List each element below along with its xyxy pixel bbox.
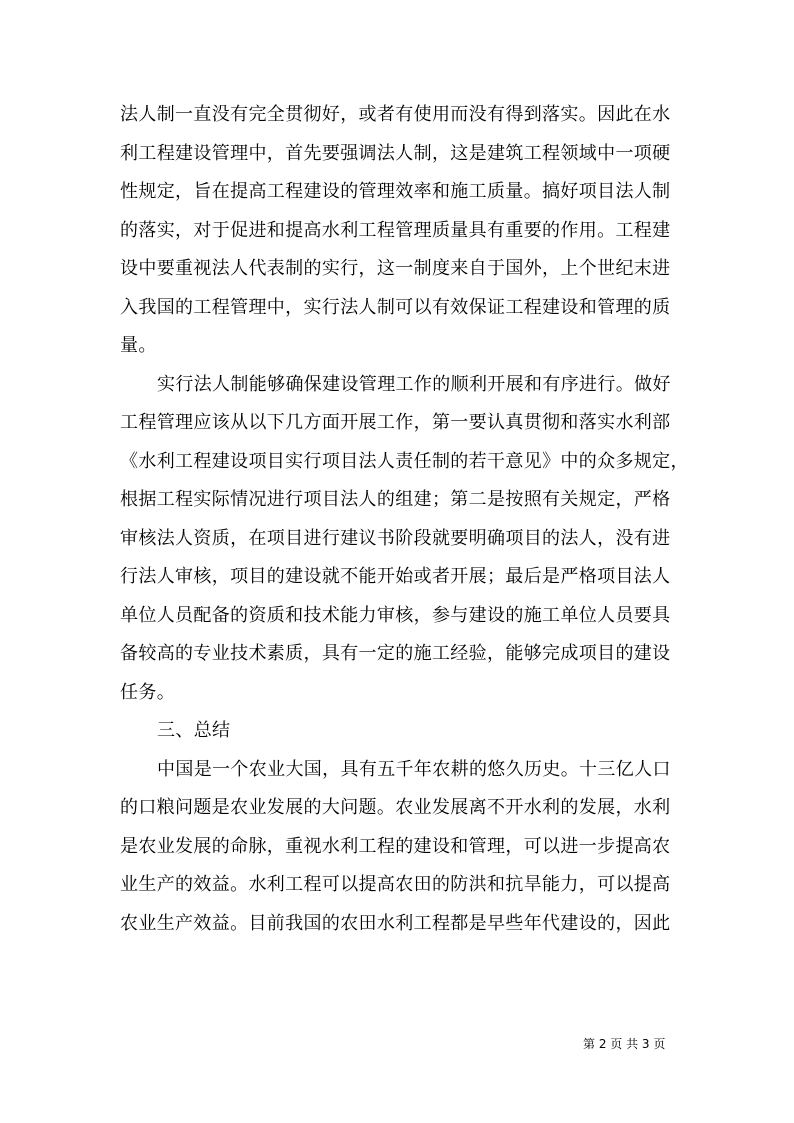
paragraph-line: 《水利工程建设项目实行项目法人责任制的若干意见》中的众多规定， xyxy=(120,450,689,472)
paragraph-line: 农业生产效益。目前我国的农田水利工程都是早些年代建设的，因此 xyxy=(120,912,671,934)
document-body xyxy=(120,96,689,943)
paragraph-line: 利工程建设管理中，首先要强调法人制，这是建筑工程领域中一项硬 xyxy=(120,142,671,164)
paragraph-line: 设中要重视法人代表制的实行，这一制度来自于国外，上个世纪末进 xyxy=(120,258,671,279)
paragraph-2 xyxy=(120,366,689,713)
paragraph-line: 审核法人资质，在项目进行建议书阶段就要明确项目的法人，没有进 xyxy=(120,527,671,549)
paragraph-line: 单位人员配备的资质和技术能力审核，参与建设的施工单位人员要具 xyxy=(120,604,671,626)
paragraph-line: 入我国的工程管理中，实行法人制可以有效保证工程建设和管理的质 xyxy=(120,296,671,318)
paragraph-line: 行法人审核，项目的建设就不能开始或者开展；最后是严格项目法人 xyxy=(120,566,671,587)
paragraph-line: 业生产的效益。水利工程可以提高农田的防洪和抗旱能力，可以提高 xyxy=(120,874,671,895)
paragraph-line: 根据工程实际情况进行项目法人的组建；第二是按照有关规定，严格 xyxy=(120,489,671,510)
paragraph-line: 的口粮问题是农业发展的大问题。农业发展离不开水利的发展，水利 xyxy=(120,797,671,818)
paragraph-line: 性规定，旨在提高工程建设的管理效率和施工质量。搞好项目法人制 xyxy=(120,181,671,202)
paragraph-line: 量。 xyxy=(120,335,157,356)
section-heading: 三、总结 xyxy=(157,720,231,741)
page-number-footer: 第 2 页 共 3 页 xyxy=(583,1037,666,1051)
paragraph-line: 的落实，对于促进和提高水利工程管理质量具有重要的作用。工程建 xyxy=(120,219,671,241)
paragraph-line: 工程管理应该从以下几方面开展工作，第一要认真贯彻和落实水利部 xyxy=(120,412,671,433)
paragraph-line: 实行法人制能够确保建设管理工作的顺利开展和有序进行。做好 xyxy=(157,373,671,395)
paragraph-line: 是农业发展的命脉，重视水利工程的建设和管理，可以进一步提高农 xyxy=(120,835,671,857)
paragraph-line: 备较高的专业技术素质，具有一定的施工经验，能够完成项目的建设 xyxy=(120,643,671,664)
paragraph-1 xyxy=(120,96,680,366)
paragraph-line: 中国是一个农业大国，具有五千年农耕的悠久历史。十三亿人口 xyxy=(157,758,671,780)
paragraph-3 xyxy=(120,751,680,944)
paragraph-line: 法人制一直没有完全贯彻好，或者有使用而没有得到落实。因此在水 xyxy=(120,104,671,125)
paragraph-line: 任务。 xyxy=(120,681,176,703)
